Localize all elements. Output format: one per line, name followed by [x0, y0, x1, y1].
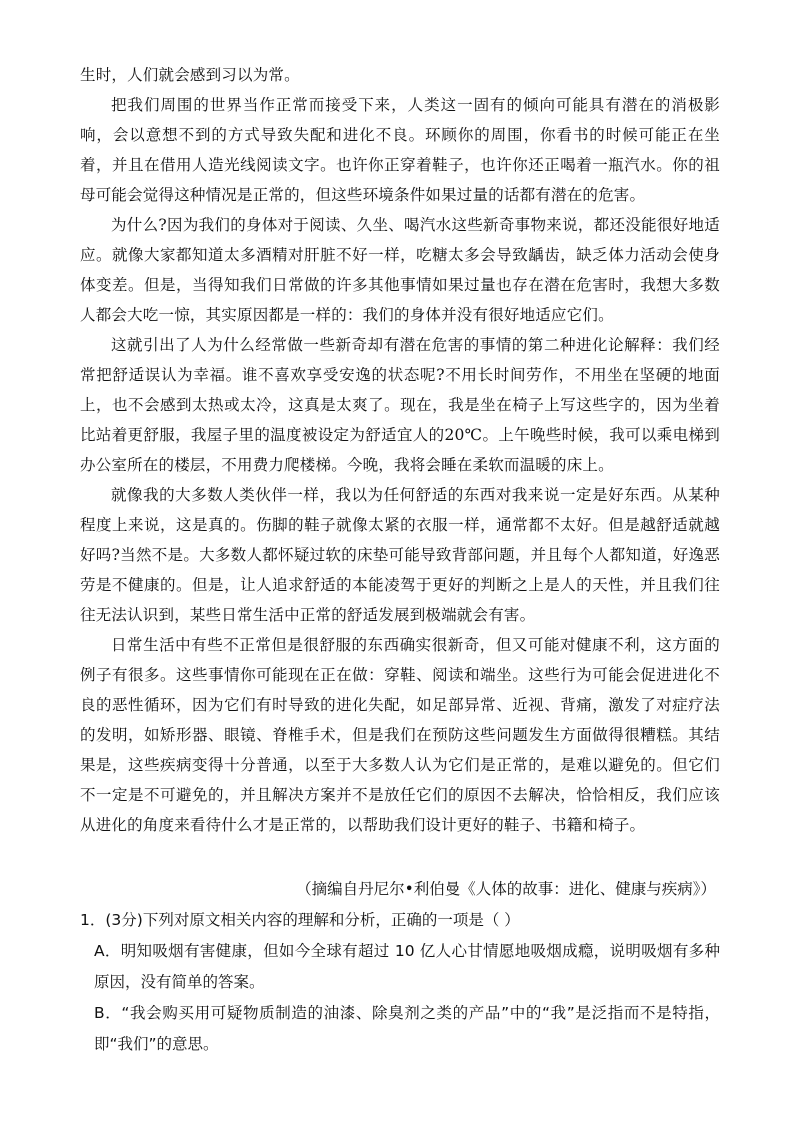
passage-paragraph: 生时，人们就会感到习以为常。: [80, 66, 300, 84]
passage-paragraph: 为什么?因为我们的身体对于阅读、久坐、喝汽水这些新奇事物来说，都还没能很好地适应。就像大家都知道太多酒精对肝脏不好一样，吃糖太多会导致龋齿，缺乏体力活动会使身体变差。但是，当得知我们日常做的许多其他事情如果过量也存在潜在危害时，我想大多数人都会大吃一惊，其实原因都是一样的：我们的身体并没有很好地适应它们。: [80, 216, 720, 324]
passage-paragraph: 就像我的大多数人类伙伴一样，我以为任何舒适的东西对我来说一定是好东西。从某种程度上来说，这是真的。伤脚的鞋子就像太紧的衣服一样，通常都不太好。但是越舒适就越好吗?当然不是。大多数人都怀疑过软的床垫可能导致背部问题，并且每个人都知道，好逸恶劳是不健康的。但是，让人追求舒适的本能凌驾于更好的判断之上是人的天性，并且我们往往无法认识到，某些日常生活中正常的舒适发展到极端就会有害。: [80, 486, 720, 624]
question-section: [80, 905, 720, 1060]
reading-passage: [80, 60, 720, 840]
question-1-stem: 1．(3分)下列对原文相关内容的理解和分析，正确的一项是（ ）: [80, 911, 520, 929]
source-citation: （摘编自丹尼尔•利伯曼《人体的故事：进化、健康与疾病》）: [296, 880, 716, 898]
passage-paragraph: 这就引出了人为什么经常做一些新奇却有潜在危害的事情的第二种进化论解释：我们经常把舒适误认为幸福。谁不喜欢享受安逸的状态呢?不用长时间劳作，不用坐在坚硬的地面上，也不会感到太热或太冷，这真是太爽了。现在，我是坐在椅子上写这些字的，因为坐着比站着更舒服，我屋子里的温度被设定为舒适宜人的20℃。上午晚些时候，我可以乘电梯到办公室所在的楼层，不用费力爬楼梯。今晚，我将会睡在柔软而温暖的床上。: [80, 336, 720, 474]
passage-paragraph: 把我们周围的世界当作正常而接受下来，人类这一固有的倾向可能具有潜在的消极影响，会以意想不到的方式导致失配和进化不良。环顾你的周围，你看书的时候可能正在坐着，并且在借用人造光线阅读文字。也许你正穿着鞋子，也许你还正喝着一瓶汽水。你的祖母可能会觉得这种情况是正常的，但这些环境条件如果过量的话都有潜在的危害。: [80, 96, 720, 204]
question-1-option-a: A．明知吸烟有害健康，但如今全球有超过 10 亿人心甘情愿地吸烟成瘾，说明吸烟有多种原因，没有简单的答案。: [94, 942, 720, 991]
question-1-option-b: B．“我会购买用可疑物质制造的油漆、除臭剂之类的产品”中的“我”是泛指而不是特指，即“我们”的意思。: [94, 1004, 720, 1053]
passage-paragraph: 日常生活中有些不正常但是很舒服的东西确实很新奇，但又可能对健康不利，这方面的例子有很多。这些事情你可能现在正在做：穿鞋、阅读和端坐。这些行为可能会促进进化不良的恶性循环，因为它们有时导致的进化失配，如足部异常、近视、背痛，激发了对症疗法的发明，如矫形器、眼镜、脊椎手术，但是我们在预防这些问题发生方面做得很糟糕。其结果是，这些疾病变得十分普通，以至于大多数人认为它们是正常的，是难以避免的。但它们不一定是不可避免的，并且解决方案并不是放任它们的原因不去解决，恰恰相反，我们应该从进化的角度来看待什么才是正常的，以帮助我们设计更好的鞋子、书籍和椅子。: [80, 636, 720, 834]
